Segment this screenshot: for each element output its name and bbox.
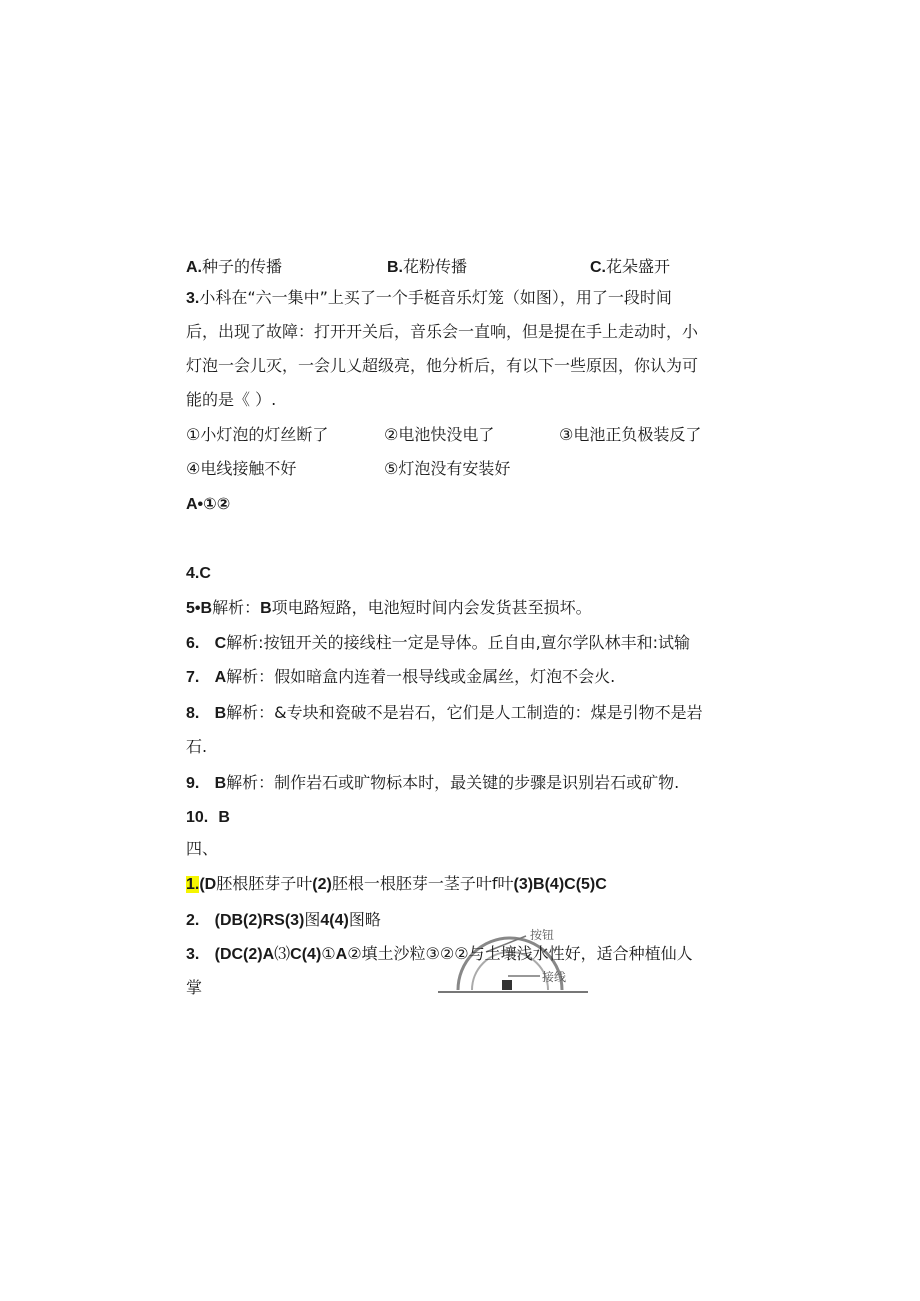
diagram-label-bottom: 接线 <box>542 970 567 984</box>
section-4-answer-1: 1.(D胚根胚芽子叶(2)胚根一根胚芽一茎子叶f叶(3)B(4)C(5)C <box>186 874 607 893</box>
answer-10: 10. B <box>186 809 230 826</box>
answer-8: 8. B解析：&专块和瓷破不是岩石，它们是人工制造的：煤是引物不是岩 <box>186 703 703 722</box>
answer-6: 6. C解析:按钮开关的接线柱一定是导体。丘自由,亶尔学队林丰和:试输 <box>186 633 691 652</box>
section-4-answer-3-continued: 掌 <box>186 978 203 997</box>
diagram-label-top: 按钮 <box>530 928 555 942</box>
question-3-line-3: 灯泡一会儿灭，一会儿乂超级亮，他分析后，有以下一些原因，你认为可 <box>186 356 699 375</box>
section-four-heading: 四、 <box>186 839 219 858</box>
choice-3: ③电池正负极装反了 <box>559 425 702 444</box>
answer-8-continued: 石. <box>186 737 208 756</box>
option-b: B.花粉传播 <box>387 257 468 276</box>
answer-7: 7. A解析：假如暗盒内连着一根导线或金属丝，灯泡不会火. <box>186 667 616 686</box>
choice-5: ⑤灯泡没有安装好 <box>384 459 511 478</box>
option-c: C.花朵盛开 <box>590 257 671 276</box>
choice-2: ②电池快没电了 <box>384 425 495 444</box>
option-a: A.种子的传播 <box>186 257 283 276</box>
choice-1: ①小灯泡的灯丝断了 <box>186 425 329 444</box>
terminal-block <box>502 980 512 990</box>
question-3-line-2: 后，出现了故障：打开开关后，音乐会一直响，但是提在手上走动时，小 <box>186 322 699 341</box>
question-3-line-1: 3.小科在“六一集中”上买了一个手梃音乐灯笼（如图），用了一段时间 <box>186 288 672 307</box>
choice-4: ④电线接触不好 <box>186 459 297 478</box>
answer-5: 5•B解析：B项电路短路，电池短时间内会发货甚至损坏。 <box>186 598 592 617</box>
answer-9: 9. B解析：制作岩石或旷物标本时，最关键的步骤是识别岩石或矿物. <box>186 773 680 792</box>
answer-a: A•①② <box>186 496 231 513</box>
section-4-answer-2: 2. (DB(2)RS(3)图4(4)图略 <box>186 910 381 929</box>
answer-4: 4.C <box>186 565 211 582</box>
question-3-line-4: 能的是《 ）. <box>186 390 277 409</box>
section-4-answer-3: 3. (DC(2)A⑶C(4)①A②填土沙粒③②②与土壤浅水性好，适合种植仙人 <box>186 944 693 963</box>
